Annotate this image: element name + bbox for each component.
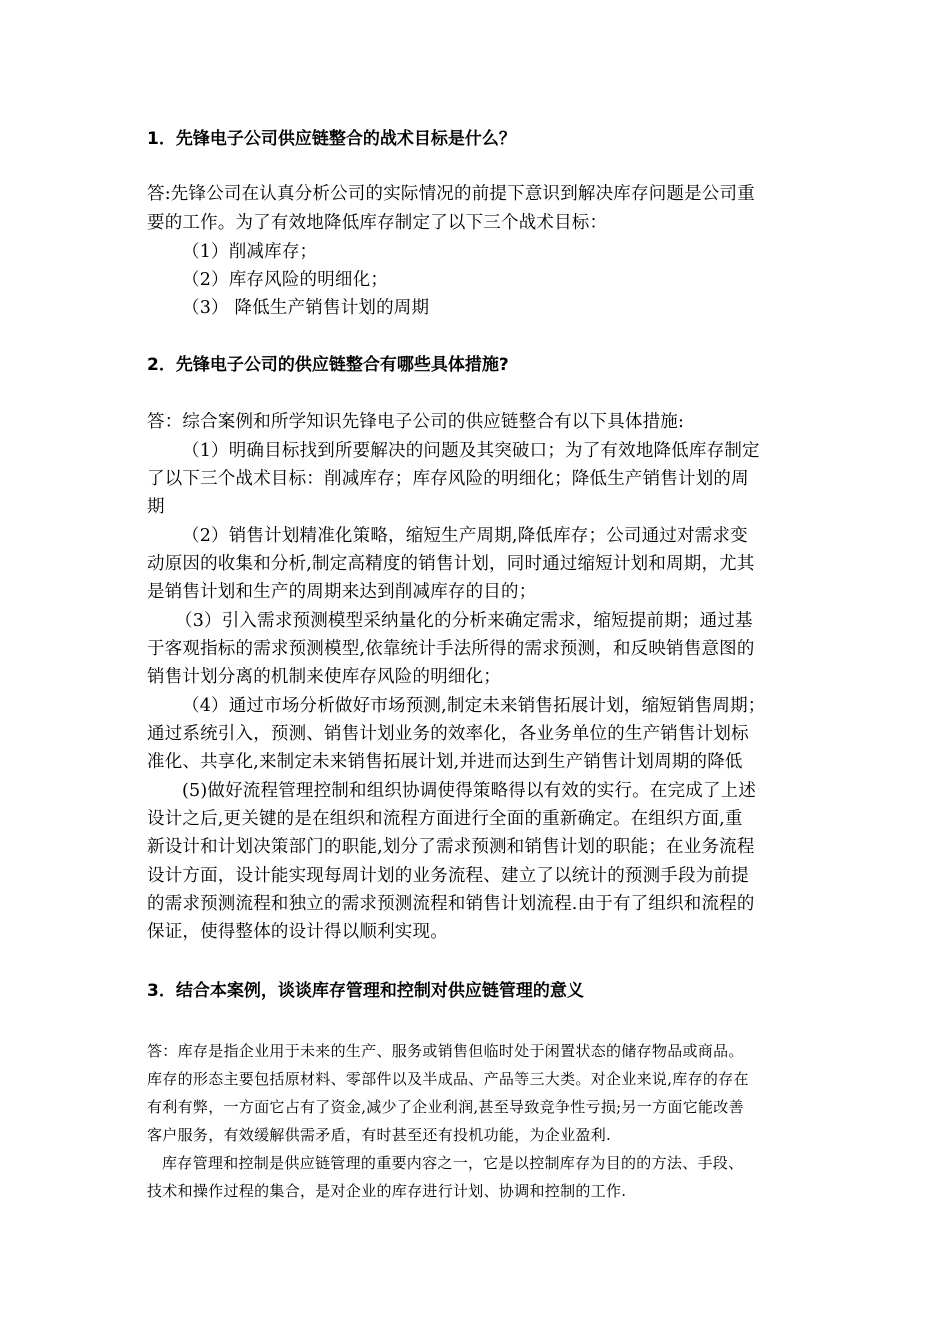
- q3-answer-line: 客户服务，有效缓解供需矛盾，有时甚至还有投机功能，为企业盈利.: [147, 1126, 612, 1144]
- q2-answer-line: 设计方面，设计能实现每周计划的业务流程、建立了以统计的预测手段为前提: [147, 866, 749, 886]
- q2-answer-line: 设计之后,更关键的是在组织和流程方面进行全面的重新确定。在组织方面,重: [147, 809, 743, 829]
- q2-answer-line: 的需求预测流程和独立的需求预测流程和销售计划流程.由于有了组织和流程的: [147, 894, 755, 914]
- q3-answer-line: 库存的形态主要包括原材料、零部件以及半成品、产品等三大类。对企业来说,库存的存在: [147, 1070, 749, 1088]
- q2-answer-line: 保证，使得整体的设计得以顺利实现。: [147, 922, 448, 942]
- q2-answer-line: 销售计划分离的机制来使库存风险的明细化；: [147, 667, 501, 687]
- q2-answer-line: (5)做好流程管理控制和组织协调使得策略得以有效的实行。在完成了上述: [182, 781, 757, 801]
- q1-goal-3: （3） 降低生产销售计划的周期: [182, 298, 430, 318]
- q3-answer-line: 有利有弊，一方面它占有了资金,减少了企业利润,甚至导致竞争性亏损;另一方面它能改善: [147, 1098, 744, 1116]
- q2-answer-line: 答：综合案例和所学知识先锋电子公司的供应链整合有以下具体措施:: [147, 412, 685, 432]
- q2-answer-line: 通过系统引入，预测、销售计划业务的效率化，各业务单位的生产销售计划标: [147, 724, 749, 744]
- question-1-heading: 1．先锋电子公司供应链整合的战术目标是什么？: [147, 129, 516, 149]
- question-2-heading: 2．先锋电子公司的供应链整合有哪些具体措施?: [147, 355, 509, 375]
- q1-answer-line: 要的工作。为了有效地降低库存制定了以下三个战术目标：: [147, 213, 608, 233]
- q2-answer-line: 准化、共享化,来制定未来销售拓展计划,并进而达到生产销售计划周期的降低: [147, 752, 743, 772]
- q2-answer-line: 动原因的收集和分析,制定高精度的销售计划，同时通过缩短计划和周期，尤其: [147, 554, 755, 574]
- q2-answer-line: 是销售计划和生产的周期来达到削减库存的目的；: [147, 582, 537, 602]
- q2-answer-line: 新设计和计划决策部门的职能,划分了需求预测和销售计划的职能；在业务流程: [147, 837, 755, 857]
- q1-answer-line: 答:先锋公司在认真分析公司的实际情况的前提下意识到解决库存问题是公司重: [147, 184, 755, 204]
- q3-answer-line: 库存管理和控制是供应链管理的重要内容之一，它是以控制库存为目的的方法、手段、: [162, 1154, 744, 1172]
- question-3-heading: 3．结合本案例，谈谈库存管理和控制对供应链管理的意义: [147, 981, 584, 1001]
- q2-answer-line: （2）销售计划精准化策略，缩短生产周期,降低库存；公司通过对需求变: [182, 526, 748, 546]
- q2-answer-line: （1）明确目标找到所要解决的问题及其突破口；为了有效地降低库存制定: [182, 441, 760, 461]
- q2-answer-line: 于客观指标的需求预测模型,依靠统计手法所得的需求预测，和反映销售意图的: [147, 639, 755, 659]
- q3-answer-line: 答：库存是指企业用于未来的生产、服务或销售但临时处于闲置状态的储存物品或商品。: [147, 1042, 744, 1060]
- q2-answer-line: 了以下三个战术目标：削减库存；库存风险的明细化；降低生产销售计划的周: [147, 469, 749, 489]
- q2-answer-line: （4）通过市场分析做好市场预测,制定未来销售拓展计划，缩短销售周期；: [182, 696, 766, 716]
- q2-answer-line: 期: [147, 497, 165, 517]
- q2-answer-line: （3）引入需求预测模型采纳量化的分析来确定需求，缩短提前期；通过基: [175, 611, 753, 631]
- q1-goal-2: （2）库存风险的明细化；: [182, 270, 389, 290]
- q1-goal-1: （1）削减库存；: [182, 242, 318, 262]
- q3-answer-line: 技术和操作过程的集合，是对企业的库存进行计划、协调和控制的工作.: [147, 1182, 627, 1200]
